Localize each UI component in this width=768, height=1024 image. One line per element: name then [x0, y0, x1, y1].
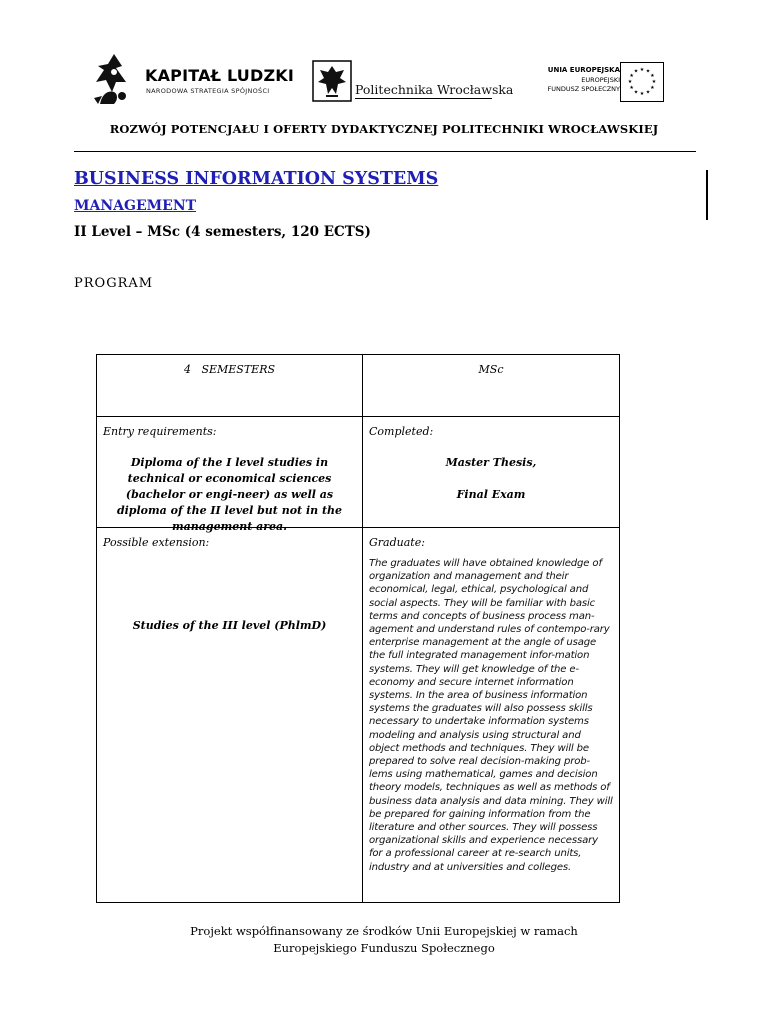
semesters-cell — [97, 355, 363, 417]
margin-bar — [706, 170, 708, 220]
svg-text:★: ★ — [650, 73, 655, 79]
program-table — [96, 354, 620, 903]
table-row — [97, 355, 620, 417]
completed-exam: Final Exam — [456, 488, 526, 501]
extension-cell — [97, 528, 363, 903]
svg-text:★: ★ — [629, 85, 634, 91]
level-line: II Level – MSc (4 semesters, 120 ECTS) — [74, 224, 371, 240]
completed-thesis: Master Thesis, — [445, 456, 537, 469]
table-row — [97, 417, 620, 528]
politechnika-logo — [312, 60, 514, 102]
eu-line2: EUROPEJSKI — [581, 76, 620, 84]
svg-text:★: ★ — [633, 68, 639, 75]
svg-text:★: ★ — [627, 79, 633, 85]
degree-cell — [363, 355, 620, 417]
svg-text:★: ★ — [645, 89, 651, 96]
graduate-cell — [363, 528, 620, 903]
entry-cell — [97, 417, 363, 533]
svg-text:★: ★ — [629, 73, 634, 79]
extension-label: Possible extension: — [103, 536, 210, 549]
table-row — [97, 528, 620, 903]
politechnika-underline — [355, 98, 492, 99]
section-heading: PROGRAM — [74, 276, 154, 291]
svg-text:★: ★ — [651, 79, 657, 85]
kapital-ludzki-subtitle: NARODOWA STRATEGIA SPÓJNOŚCI — [146, 87, 270, 95]
svg-text:★: ★ — [639, 91, 645, 97]
eu-line3: FUNDUSZ SPOŁECZNY — [547, 85, 620, 93]
svg-text:★: ★ — [645, 68, 651, 75]
entry-label: Entry requirements: — [103, 425, 217, 438]
eu-flag-icon — [620, 62, 664, 102]
project-caption: ROZWÓJ POTENCJAŁU I OFERTY DYDAKTYCZNEJ POLITECHNIKI WROCŁAWSKIEJ — [109, 122, 659, 136]
footer-line2: Europejskiego Funduszu Społecznego — [273, 941, 495, 955]
completed-label: Completed: — [369, 425, 434, 438]
field-title: MANAGEMENT — [74, 198, 197, 214]
semesters-text: 4 SEMESTERS — [183, 363, 276, 376]
program-title: BUSINESS INFORMATION SYSTEMS — [74, 169, 439, 189]
eu-line1: UNIA EUROPEJSKA — [547, 66, 620, 74]
graduate-label: Graduate: — [369, 536, 425, 549]
header-divider — [74, 151, 696, 152]
kapital-ludzki-emblem-icon — [92, 52, 136, 108]
svg-text:★: ★ — [650, 85, 655, 91]
kapital-ludzki-logo — [92, 52, 295, 108]
kapital-ludzki-title: KAPITAŁ LUDZKI — [145, 66, 295, 85]
degree-text: MSc — [478, 363, 504, 376]
eu-logo — [522, 62, 666, 102]
politechnika-name: Politechnika Wrocławska — [355, 82, 514, 97]
completed-cell — [363, 417, 620, 528]
graduate-text: The graduates will have obtained knowledge of organization and management and their economical, legal, ethical, psychological and social aspects. They will be familiar with basic terms and concepts of business process man-agement and understand rules of contempo-rary enterprise management at the angle of usage the full integrated management infor-mation systems. They will get knowledge of the e-economy and secure internet information systems. In the area of business information systems the graduates will also possess skills necessary to undertake information systems modeling and analysis using structural and object methods and techniques. They will be prepared to solve real decision-making prob-lems using mathematical, games and decision theory models, techniques as well as methods of business data analysis and data mining. They will be prepared for gaining information from the literature and other sources. They will possess organizational skills and experience necessary for a professional career at re-search units, industry and at universities and colleges. — [369, 558, 613, 873]
svg-text:★: ★ — [639, 67, 645, 73]
footer — [0, 923, 768, 957]
footer-line1: Projekt współfinansowany ze środków Unii Europejskiej w ramach — [190, 924, 578, 938]
eagle-crest-icon — [312, 60, 352, 102]
svg-text:★: ★ — [633, 89, 639, 96]
entry-text: Diploma of the I level studies in technical or economical sciences (bachelor or engi-neer) as well as diploma of the II level but not in the management area. — [116, 456, 343, 533]
extension-text: Studies of the III level (PhlmD) — [132, 619, 327, 632]
